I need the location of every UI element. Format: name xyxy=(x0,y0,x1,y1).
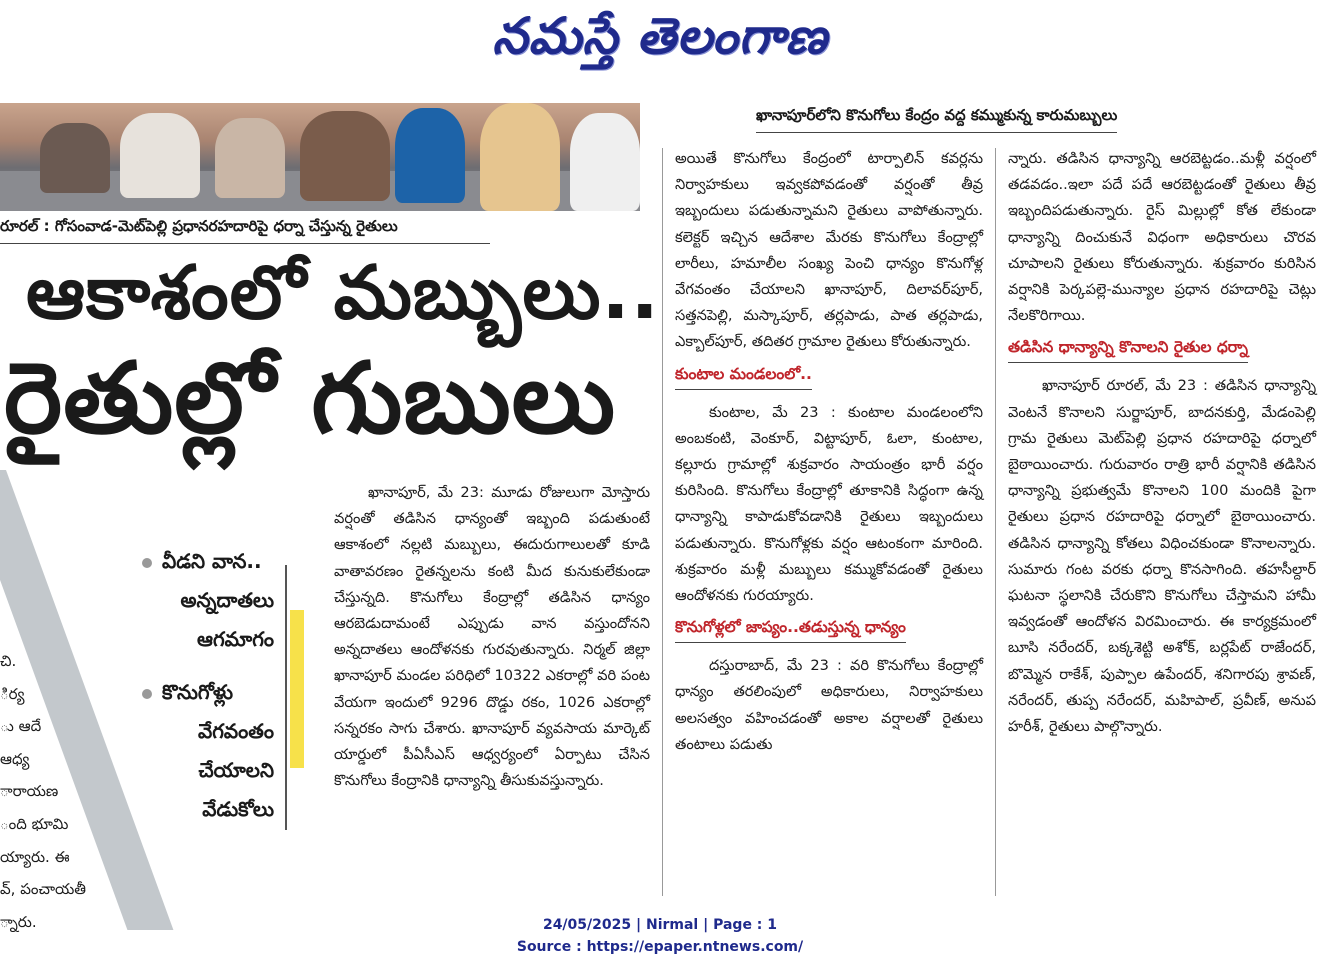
col4-paragraph-2: ఖానాపూర్ రూరల్, మే 23 : తడిసిన ధాన్యాన్ని వెంటనే కొనాలని సుర్జాపూర్, బాదనకుర్తి, మేడంపెల్లి గ్రామ రైతులు మెట్‌పెల్లి ప్రధాన రహదారిపై ధర్నాలో బైఠాయించారు. గురువారం రాత్రి భారీ వర్షానికి తడిసిన ధాన్యాన్ని ప్రభుత్వమే కొనాలని 100 మందికి పైగా రైతులు ప్రధాన రహదారిపై ధర్నాలో బైఠాయించారు. తడిసిన ధాన్యాన్ని కోతలు విధించకుండా కొనాలన్నారు. సుమారు గంట వరకు ధర్నా కొనసాగింది. తహసీల్దార్ ఘటనా స్థలానికి చేరుకొని కొనుగోలు చేస్తామని హామీ ఇవ్వడంతో ఆందోళన విరమించారు. ఈ కార్యక్రమంలో బూసి నరేందర్, బక్కశెట్టి అశోక్, బర్లపేట్ రాజేందర్, బొమ్మెన రాకేశ్, పుప్పాల ఉపేందర్, శనిగారపు శ్రావణ్, నరేందర్, తుప్ప నరేందర్, మహిపాల్, ప్రవీణ్, అనుప హరీశ్, రైతులు పాల్గొన్నారు. xyxy=(1008,377,1316,736)
page-footer xyxy=(0,914,1320,958)
sub-headlines xyxy=(116,542,288,829)
edge-fragment: ారాయణ xyxy=(0,782,59,801)
section-heading-dharna: తడిసిన ధాన్యాన్ని కొనాలని రైతుల ధర్నా xyxy=(1008,335,1248,363)
col3-paragraph-2: కుంటాల, మే 23 : కుంటాల మండలంలోని అంబకంటి, వెంకూర్, విట్టాపూర్, ఓలా, కుంటాల, కల్లూరు గ్రామాల్లో శుక్రవారం సాయంత్రం భారీ వర్షం కురిసింది. కొనుగోలు కేంద్రాల్లో తూకానికి సిద్ధంగా ఉన్న ధాన్యాన్ని కాపాడుకోవడానికి రైతులు ఇబ్బందులు పడుతున్నారు. కొనుగోళ్లకు వర్షం ఆటంకంగా మారింది. శుక్రవారం మళ్లీ మబ్బులు కమ్ముకోవడంతో రైతులు ఆందోళనకు గురయ్యారు. xyxy=(675,403,983,605)
main-story-paragraph: ఖానాపూర్, మే 23: మూడు రోజులుగా మోస్తారు వర్షంతో తడిసిన ధాన్యంతో ఇబ్బంది పడుతుంటే ఆకాశంలో నల్లటి మబ్బులు, ఈదురుగాలులతో కూడి వాతావరణం రైతన్నలను కంటి మీద కునుకులేకుండా చేస్తున్నది. కొనుగోలు కేంద్రాల్లో తడిసిన ధాన్యం ఆరబెడుదామంటే ఎప్పుడు వాన వస్తుందోనని అన్నదాతలు ఆందోళనకు గురవుతున్నారు. నిర్మల్ జిల్లా ఖానాపూర్ మండల పరిధిలో 10322 ఎకరాల్లో వరి పంట వేయగా ఇందులో 9296 దొడ్డు రకం, 1026 ఎకరాల్లో సన్నరకం సాగు చేశారు. ఖానాపూర్ వ్యవసాయ మార్కెట్ యార్డులో పీఏసీఎస్ ఆధ్వర్యంలో ఏర్పాటు చేసిన కొనుగోలు కేంద్రానికి ధాన్యాన్ని తీసుకువస్తున్నారు. xyxy=(334,484,650,790)
edge-fragment: ు ఆదే xyxy=(0,717,42,736)
accent-bar xyxy=(290,610,304,768)
bullet-icon xyxy=(142,558,152,568)
section-heading-kuntala: కుంటాల మండలంలో.. xyxy=(675,362,812,390)
footer-date-line: 24/05/2025 | Nirmal | Page : 1 xyxy=(542,917,778,933)
col3-paragraph-3: దస్తురాబాద్, మే 23 : వరి కొనుగోలు కేంద్రాల్లో ధాన్యం తరలింపులో అధికారులు, నిర్వాహకులు అలసత్వం వహించడంతో అకాల వర్షాలతో రైతులు తంటాలు పడుతు xyxy=(675,657,983,753)
subhead-line xyxy=(116,673,288,712)
edge-fragment: వ్, పంచాయతీ xyxy=(0,880,87,899)
subhead-line: వేడుకోలు xyxy=(202,797,274,821)
right-photo-caption: ఖానాపూర్‌లోని కొనుగోలు కేంద్రం వద్ద కమ్ముకున్న కారుమబ్బులు xyxy=(756,106,1117,133)
column-divider xyxy=(995,148,996,896)
headline-line-1: ఆకాశంలో మబ్బులు.. xyxy=(26,250,660,336)
headline-line-2: రైతుల్లో గుబులు xyxy=(4,342,617,456)
protest-photo xyxy=(0,103,640,211)
edge-fragment: య్యారు. ఈ xyxy=(0,847,70,866)
main-story-column xyxy=(334,480,650,794)
column-3 xyxy=(675,146,983,758)
divider xyxy=(285,565,287,830)
photo-person xyxy=(395,108,465,203)
subhead-line: ఆగమాగం xyxy=(197,627,274,651)
footer-source-link[interactable]: Source : https://epaper.ntnews.com/ xyxy=(516,939,804,955)
col3-paragraph-1: అయితే కొనుగోలు కేంద్రంలో టార్పాలిన్ కవర్లను నిర్వాహకులు ఇవ్వకపోవడంతో వర్షంతో తీవ్ర ఇబ్బందులు పడుతున్నామని రైతులు వాపోతున్నారు. కలెక్టర్ ఇచ్చిన ఆదేశాల మేరకు కొనుగోలు కేంద్రాల్లో లారీలు, హమాలీల సంఖ్య పెంచి ధాన్యం కొనుగోళ్ల వేగవంతం చేయాలని ఖానాపూర్, దిలావర్‌పూర్, సత్తనపెల్లి, మస్కాపూర్, తర్లపాడు, పాత తర్లపాడు, ఎక్బాల్‌పూర్, తదితర గ్రామాల రైతులు కోరుతున్నారు. xyxy=(675,150,983,351)
cut-off-column xyxy=(0,645,87,938)
col4-paragraph-1: న్నారు. తడిసిన ధాన్యాన్ని ఆరబెట్టడం..మళ్లీ వర్షంలో తడవడం..ఇలా పదే పదే ఆరబెట్టడంతో రైతులు తీవ్ర ఇబ్బందిపడుతున్నారు. రైస్ మిల్లుల్లో కోత లేకుండా ధాన్యాన్ని దించుకునే విధంగా అధికారులు చొరవ చూపాలని రైతులు కోరుతున్నారు. శుక్రవారం కురిసిన వర్షానికి పెర్కపల్లె-మున్యాల ప్రధాన రహదారిపై చెట్లు నేలకొరిగాయి. xyxy=(1008,150,1316,325)
edge-fragment: ఆధ్య xyxy=(0,749,30,768)
photo-person xyxy=(480,103,560,211)
photo-person xyxy=(570,113,640,211)
photo-person xyxy=(40,123,110,193)
masthead-logo: నమస్తే తెలంగాణ xyxy=(492,6,828,65)
photo-person xyxy=(120,113,200,198)
photo-caption: రూరల్ : గోసంవాడ-మెట్‌పెల్లి ప్రధానరహదారిపై ధర్నా చేస్తున్న రైతులు xyxy=(0,217,490,244)
column-4 xyxy=(1008,146,1316,740)
subhead-line: వేగవంతం xyxy=(198,719,274,743)
section-heading-delay: కొనుగోళ్లలో జాప్యం..తడుస్తున్న ధాన్యం xyxy=(675,615,906,643)
edge-fragment: ్నారు. xyxy=(0,912,37,931)
edge-fragment: ిర్య xyxy=(0,684,25,703)
subhead-line xyxy=(116,542,288,581)
subhead-line: చేయాలని xyxy=(198,758,274,782)
subhead-text: కొనుగోళ్లు xyxy=(162,680,233,704)
bullet-icon xyxy=(142,689,152,699)
photo-person xyxy=(215,118,285,198)
photo-person xyxy=(300,111,390,201)
column-divider xyxy=(662,148,663,896)
subhead-line: అన్నదాతలు xyxy=(180,588,274,612)
subhead-text: వీడని వాన.. xyxy=(162,549,262,573)
edge-fragment: ంది భూమి xyxy=(0,814,69,833)
edge-fragment: చి. xyxy=(0,652,17,670)
